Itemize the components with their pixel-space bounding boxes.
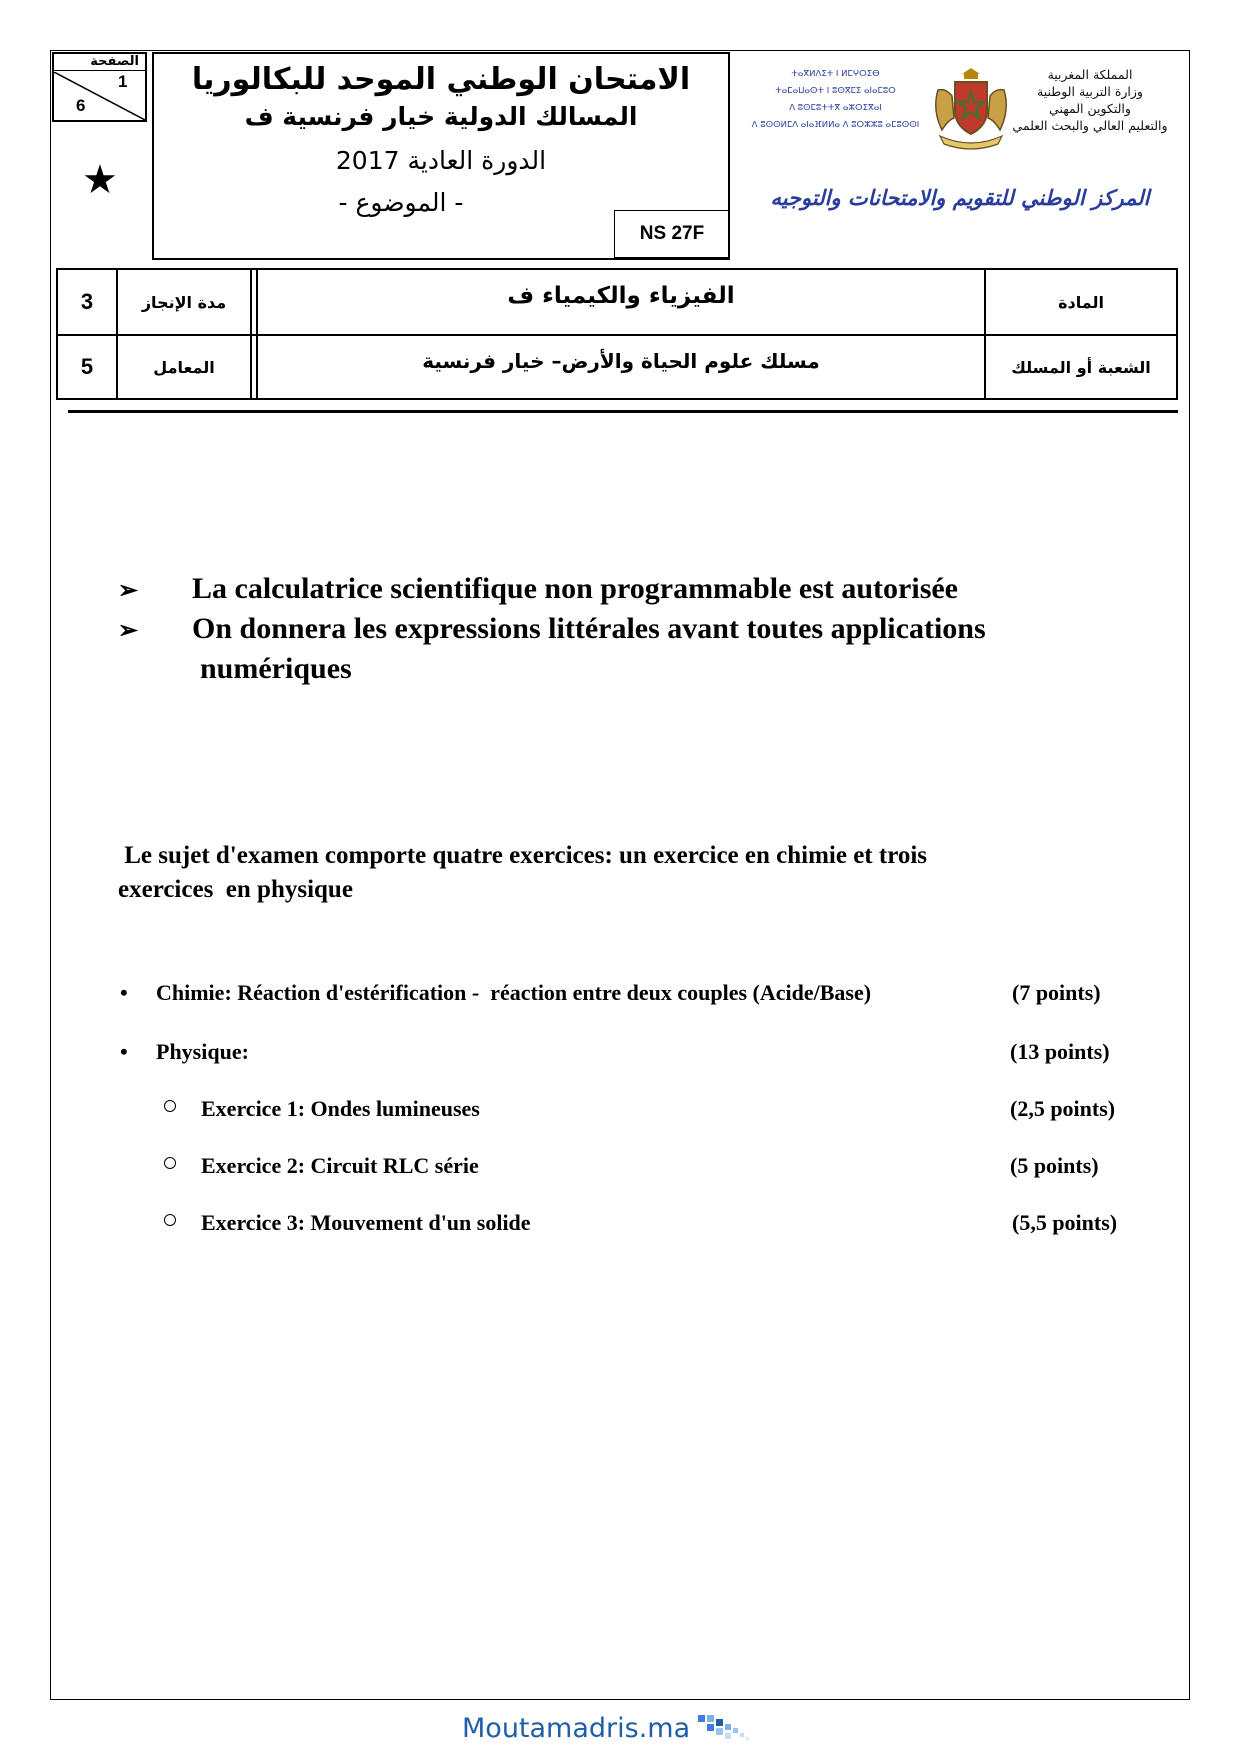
bullet-icon: • <box>120 980 128 1005</box>
tifinagh-line3: ⴷ ⵓⵙⵎⵓⵜⵜⴳ ⴰⵣⵔⵉⴳⴰⵏ <box>789 103 882 113</box>
exercise-1-points: (2,5 points) <box>1010 1096 1116 1121</box>
header-rule <box>68 410 1178 413</box>
ministry-line1: المملكة المغربية <box>1047 67 1133 82</box>
title-line2: المسالك الدولية خيار فرنسية ف <box>244 102 638 131</box>
instruction-1 <box>118 572 958 606</box>
exercise-1-label: Exercice 1: Ondes lumineuses <box>201 1096 480 1121</box>
tifinagh-line4: ⴷ ⵓⵙⵙⵍⵎⴷ ⴰⵏⴰⴼⵍⵍⴰ ⴷ ⵓⵔⵣⵣⵓ ⴰⵎⵓⵙⵙⵏ <box>751 120 920 130</box>
exam-code: NS 27F <box>639 223 705 244</box>
pixel-logo-icon <box>694 1711 754 1745</box>
page-label: الصفحة <box>90 54 139 69</box>
title-line4: - الموضوع - <box>338 188 464 217</box>
coefficient-label: المعامل <box>153 357 215 377</box>
physique-label: Physique: <box>156 1039 249 1064</box>
coefficient-value: 5 <box>80 354 94 379</box>
chimie-points: (7 points) <box>1012 980 1101 1005</box>
arrow-icon: ➢ <box>118 578 139 604</box>
subject-intro-line1: Le sujet d'examen comporte quatre exercices: un exercice en chimie et trois <box>118 842 928 869</box>
tifinagh-line1: ⵜⴰⴳⵍⴷⵉⵜ ⵏ ⵍⵎⵖⵔⵉⴱ <box>791 69 880 79</box>
page-box-diagonal <box>54 72 145 120</box>
exam-code-box <box>614 210 730 258</box>
instruction-2-text: On donnera les expressions littérales avant toutes applications <box>192 612 986 645</box>
circle-bullet-icon <box>164 1214 176 1226</box>
instruction-1-text: La calculatrice scientifique non programmable est autorisée <box>192 572 958 605</box>
page-current: 1 <box>118 72 128 91</box>
ministry-line2: وزارة التربية الوطنية <box>1037 84 1143 99</box>
duration-value: 3 <box>80 289 94 314</box>
tifinagh-line2: ⵜⴰⵎⴰⵡⴰⵙⵜ ⵏ ⵓⵙⴳⵎⵉ ⴰⵏⴰⵎⵓⵔ <box>775 86 896 96</box>
title-line3: الدورة العادية 2017 <box>335 146 547 175</box>
instruction-2 <box>118 612 986 646</box>
star-icon: ★ <box>82 157 118 203</box>
stream-label: الشعبة أو المسلك <box>1011 357 1151 377</box>
arrow-icon: ➢ <box>118 618 139 644</box>
subject-intro-line2: exercices en physique <box>118 876 353 903</box>
subject-label: المادة <box>1058 292 1104 312</box>
page-total: 6 <box>76 96 86 115</box>
ministry-tifinagh <box>728 66 943 134</box>
exercise-3-points: (5,5 points) <box>1012 1210 1118 1235</box>
ministry-line4: والتعليم العالي والبحث العلمي <box>1012 118 1168 133</box>
exercise-2-points: (5 points) <box>1010 1153 1099 1178</box>
evaluation-center: المركز الوطني للتقويم والامتحانات والتوجيه <box>770 186 1150 210</box>
stream-value: مسلك علوم الحياة والأرض– خيار فرنسية <box>422 349 820 373</box>
instruction-2-continued: numériques <box>200 652 352 685</box>
footer-logo <box>462 1708 754 1748</box>
circle-bullet-icon <box>164 1100 176 1112</box>
exercise-2-label: Exercice 2: Circuit RLC série <box>201 1153 479 1178</box>
ministry-arabic <box>1000 66 1180 134</box>
info-table <box>56 268 1178 400</box>
footer-brand: Moutamadris.ma <box>462 1712 691 1744</box>
page-number-box <box>52 52 147 122</box>
chimie-label: Chimie: Réaction d'estérification - réaction entre deux couples (Acide/Base) <box>156 980 872 1005</box>
circle-bullet-icon <box>164 1157 176 1169</box>
title-line1: الامتحان الوطني الموحد للبكالوريا <box>191 62 691 97</box>
duration-label: مدة الإنجاز <box>141 292 227 312</box>
exam-title-box <box>152 52 730 260</box>
physique-points: (13 points) <box>1010 1039 1110 1064</box>
bullet-icon: • <box>120 1039 128 1064</box>
exercise-3-label: Exercice 3: Mouvement d'un solide <box>201 1210 531 1235</box>
ministry-line3: والتكوين المهني <box>1049 101 1131 116</box>
subject-value: الفيزياء والكيمياء ف <box>507 283 735 309</box>
